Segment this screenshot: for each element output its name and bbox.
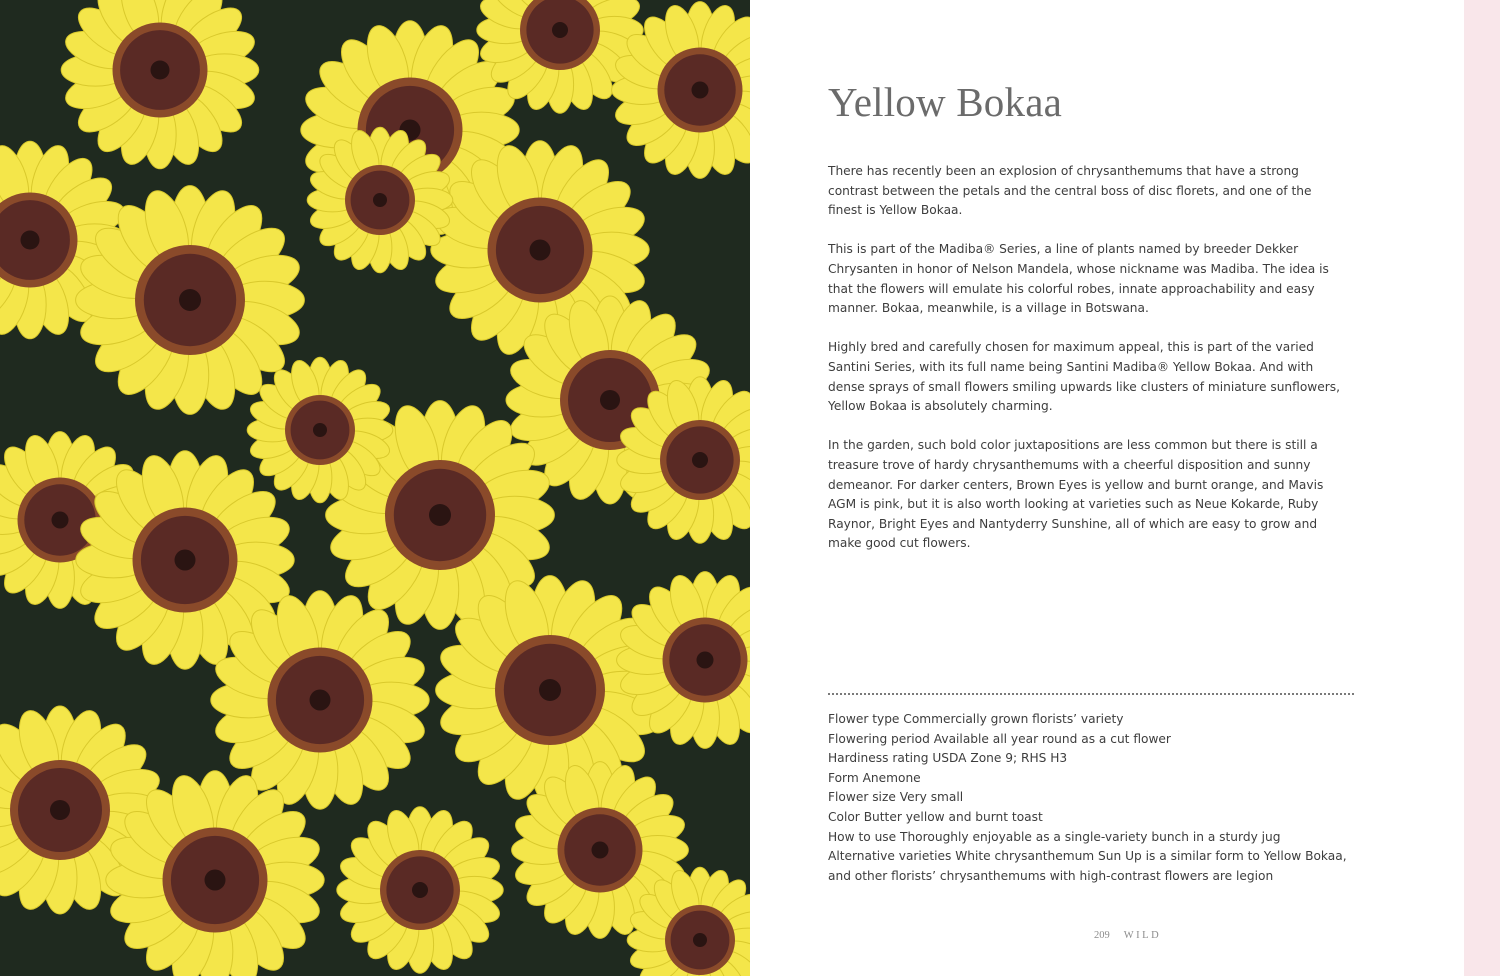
fact-flower-size: Flower size Very small xyxy=(828,790,964,805)
section-name: WILD xyxy=(1123,930,1162,941)
page-edge xyxy=(1464,0,1500,976)
fact-how-to-use: How to use Thoroughly enjoyable as a single-variety bunch in a sturdy jug xyxy=(828,829,1281,844)
fact-flowering-period: Flowering period Available all year round as a cut flower xyxy=(828,731,1171,746)
fact-hardiness: Hardiness rating USDA Zone 9; RHS H3 xyxy=(828,751,1068,766)
page-number: 209 xyxy=(1094,930,1110,941)
fact-color: Color Butter yellow and burnt toast xyxy=(828,809,1043,824)
fact-alternative-varieties: Alternative varieties White chrysanthemum Sun Up is a similar form to Yellow Bokaa, and other florists’ chrysanthemums with high-contrast flowers are legion xyxy=(828,849,1347,883)
fact-list xyxy=(828,710,1348,886)
paragraph: In the garden, such bold color juxtapositions are less common but there is still a treasure trove of hardy chrysanthemums with a cheerful disposition and sunny demeanor. For darker centers, Brown Eyes is yellow and burnt orange, and Mavis AGM is pink, but it is also worth looking at varieties such as Neue Kokarde, Ruby Raynor, Bright Eyes and Nantyderry Sunshine, all of which are easy to grow and make good cut flowers. xyxy=(828,438,1324,551)
article-body xyxy=(828,162,1348,573)
paragraph: There has recently been an explosion of chrysanthemums that have a strong contrast between the petals and the central boss of disc florets, and one of the finest is Yellow Bokaa. xyxy=(828,164,1312,218)
dotted-divider xyxy=(828,693,1354,695)
fact-form: Form Anemone xyxy=(828,770,921,785)
paragraph: This is part of the Madiba® Series, a line of plants named by breeder Dekker Chrysanten in honor of Nelson Mandela, whose nickname was Madiba. The idea is that the flowers will emulate his colorful robes, innate approachability and easy manner. Bokaa, meanwhile, is a village in Botswana. xyxy=(828,242,1329,316)
page-footer xyxy=(1094,930,1161,941)
page-title: Yellow Bokaa xyxy=(828,79,1062,125)
paragraph: Highly bred and carefully chosen for maximum appeal, this is part of the varied Santini Series, with its full name being Santini Madiba® Yellow Bokaa. And with dense sprays of small flowers smiling upwards like clusters of miniature sunflowers, Yellow Bokaa is absolutely charming. xyxy=(828,340,1340,414)
fact-flower-type: Flower type Commercially grown florists’ variety xyxy=(828,712,1124,726)
text-page xyxy=(750,0,1464,976)
